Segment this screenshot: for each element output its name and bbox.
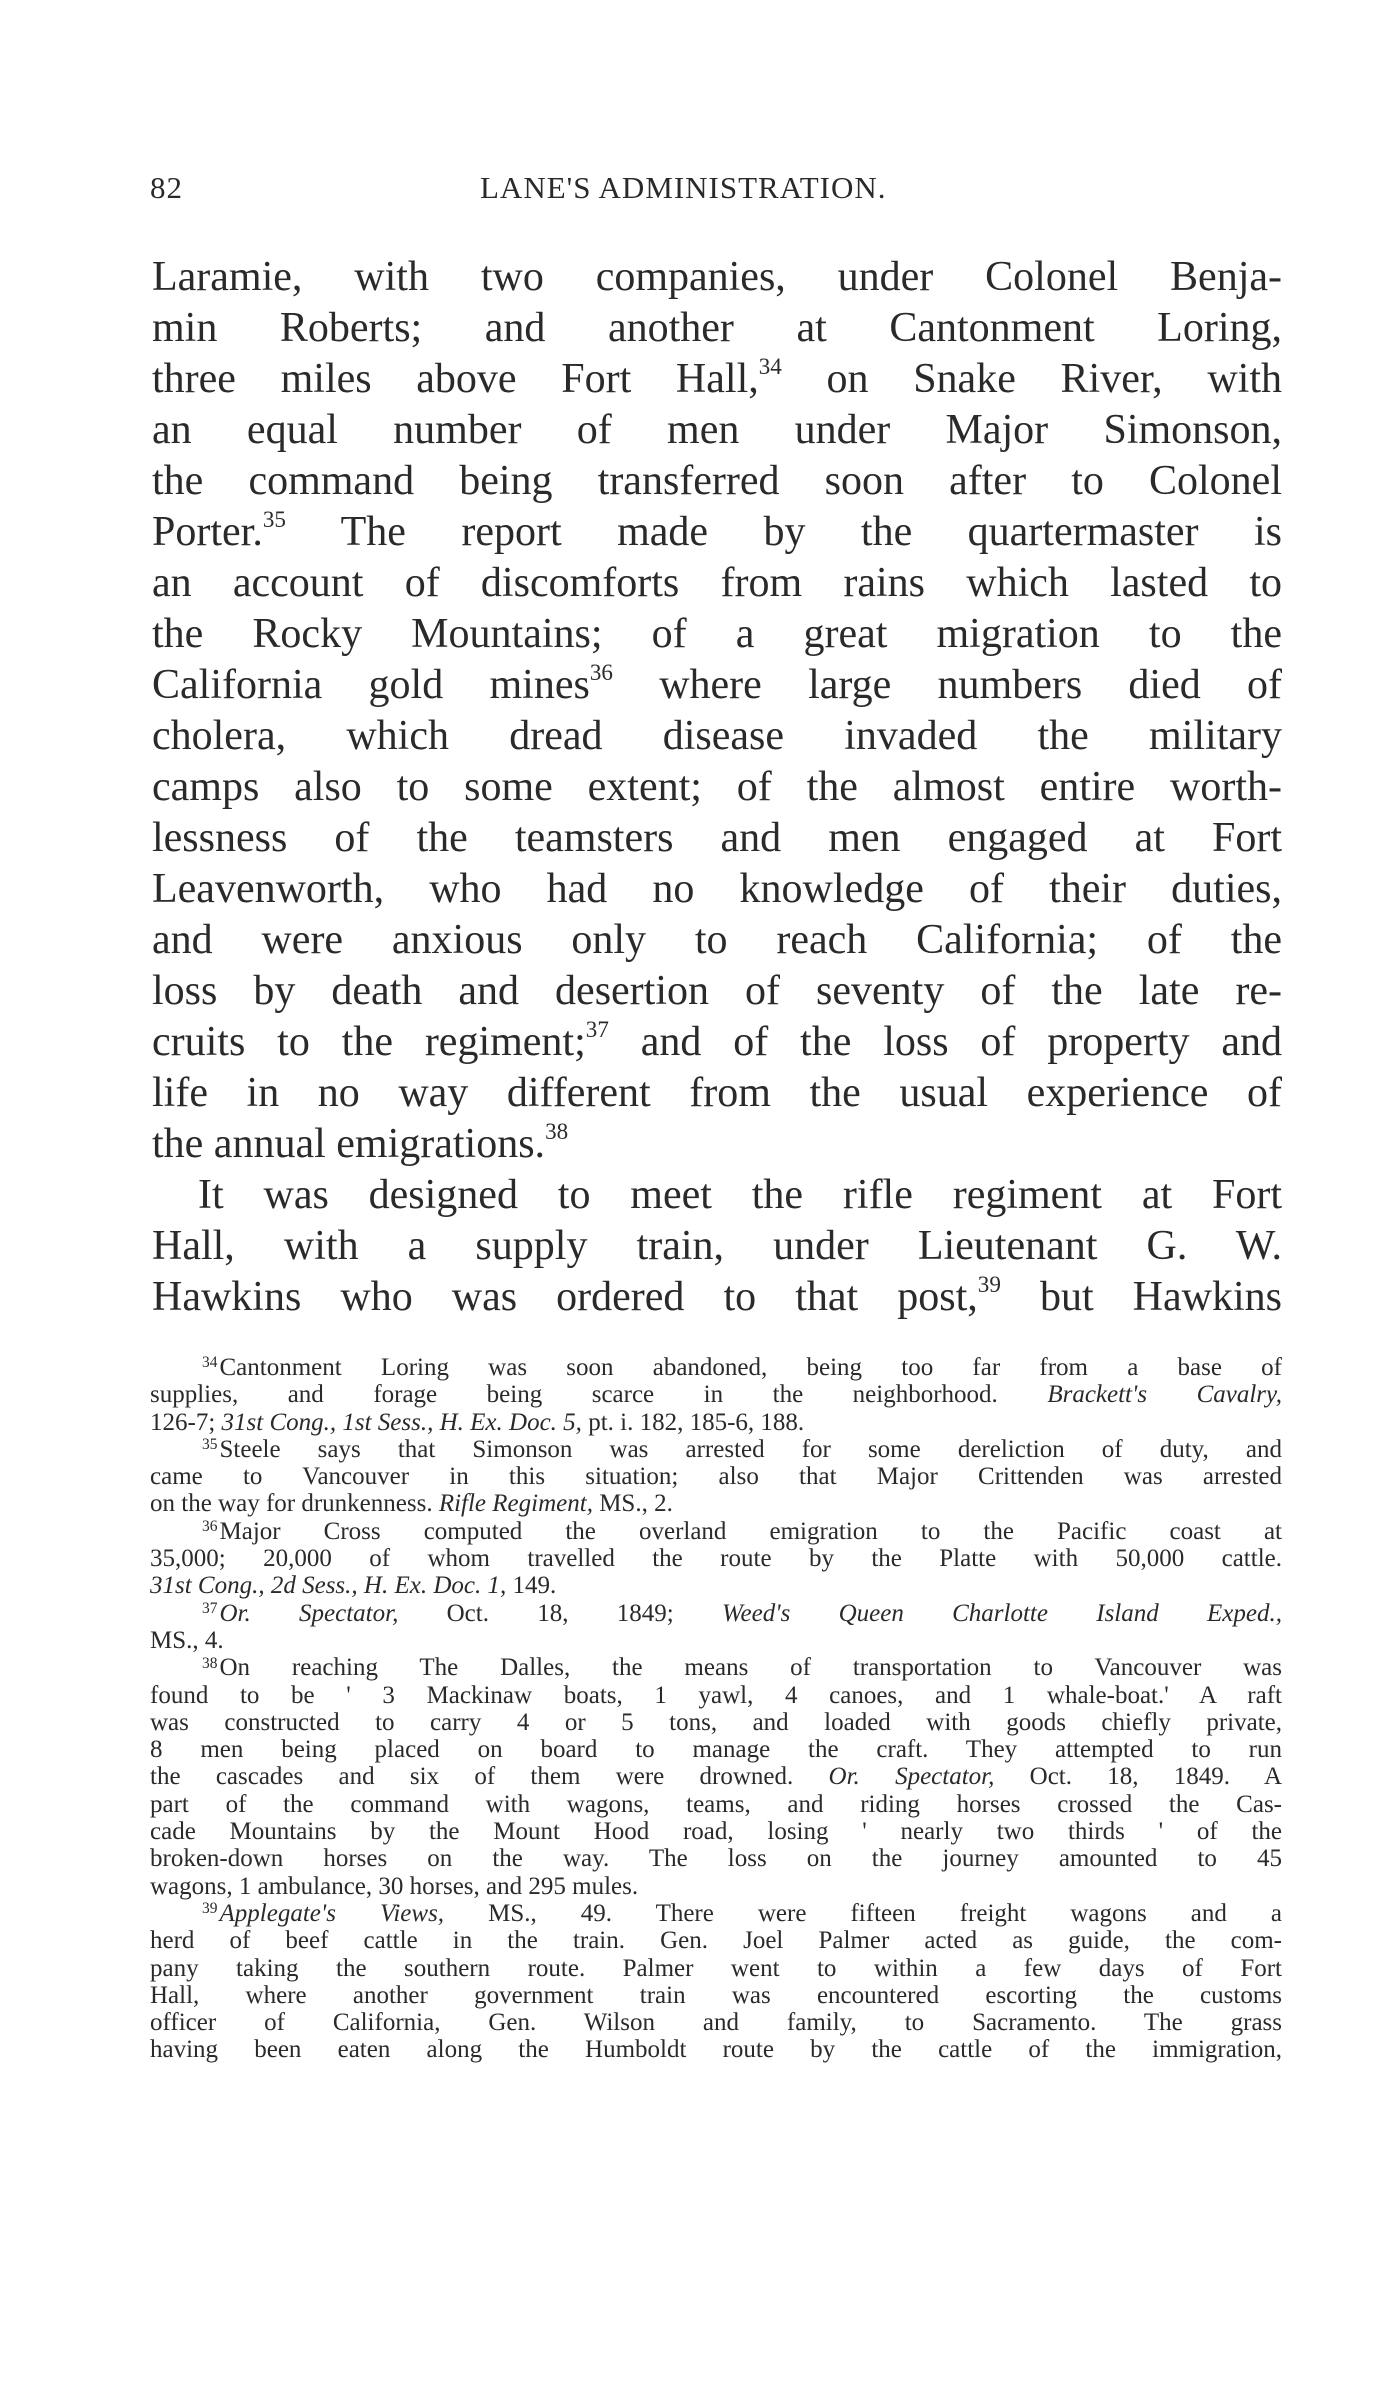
footnote-ref: 34 bbox=[758, 354, 782, 379]
footnote-line: Hall, where another government train was encountered escorting the customs bbox=[150, 1981, 1282, 2009]
footnote-line: 126-7; 31st Cong., 1st Sess., H. Ex. Doc. 5, pt. i. 182, 185-6, 188. bbox=[150, 1408, 805, 1436]
body-line: loss by death and desertion of seventy of the late re- bbox=[152, 968, 1282, 1014]
body-line: Porter.$^{35}$ The report made by the quartermaster is bbox=[152, 507, 1282, 555]
body-line: the annual emigrations.$^{38}$ bbox=[152, 1117, 569, 1167]
body-line: three miles above Fort Hall,$^{34}$ on Snake River, with bbox=[152, 354, 1282, 402]
footnote-line: 8 men being placed on board to manage the craft. They attempted to run bbox=[150, 1736, 1282, 1764]
body-text bbox=[152, 252, 1282, 1323]
footnote-line: having been eaten along the Humboldt route by the cattle of the immigration, bbox=[150, 2036, 1282, 2064]
footnote-39: $^{39}$Applegate's Views, MS., 49. There were fifteen freight wagons and a bbox=[202, 1899, 1282, 1927]
footnote-38: $^{38}$On reaching The Dalles, the means of transportation to Vancouver was bbox=[202, 1654, 1282, 1682]
footnote-ref: 38 bbox=[545, 1117, 569, 1144]
footnote-line: 35,000; 20,000 of whom travelled the route by the Platte with 50,000 cattle. bbox=[150, 1545, 1282, 1573]
footnote-ref: 37 bbox=[585, 1017, 609, 1042]
footnote-line: MS., 4. bbox=[150, 1626, 224, 1654]
body-line: camps also to some extent; of the almost entire worth- bbox=[152, 764, 1282, 810]
running-head: LANE'S ADMINISTRATION. bbox=[480, 170, 887, 205]
footnote-line: was constructed to carry 4 or 5 tons, and loaded with goods chiefly private, bbox=[150, 1708, 1282, 1736]
footnote-line: herd of beef cattle in the train. Gen. Joel Palmer acted as guide, the com- bbox=[150, 1927, 1282, 1955]
page-number: 82 bbox=[150, 170, 183, 205]
footnote-line: wagons, 1 ambulance, 30 horses, and 295 mules. bbox=[150, 1872, 639, 1900]
footnote-line: pany taking the southern route. Palmer went to within a few days of Fort bbox=[150, 1954, 1282, 1982]
footnote-line: officer of California, Gen. Wilson and family, to Sacramento. The grass bbox=[150, 2009, 1282, 2037]
footnote-line: supplies, and forage being scarce in the neighborhood. Brackett's Cavalry, bbox=[150, 1381, 1282, 1409]
footnote-35: $^{35}$Steele says that Simonson was arrested for some dereliction of duty, and bbox=[202, 1435, 1282, 1463]
footnote-34: $^{34}$Cantonment Loring was soon abandoned, being too far from a base of bbox=[202, 1354, 1282, 1381]
body-line: an account of discomforts from rains which lasted to bbox=[152, 560, 1282, 606]
footnote-line: found to be ' 3 Mackinaw boats, 1 yawl, 4 canoes, and 1 whale-boat.' A raft bbox=[150, 1681, 1282, 1709]
body-line: life in no way different from the usual experience of bbox=[152, 1070, 1282, 1116]
footnote-line: on the way for drunkenness. Rifle Regiment, MS., 2. bbox=[150, 1490, 673, 1518]
footnotes bbox=[150, 1354, 1282, 2064]
footnote-line: came to Vancouver in this situation; also that Major Crittenden was arrested bbox=[150, 1463, 1282, 1491]
body-line: It was designed to meet the rifle regiment at Fort bbox=[198, 1172, 1282, 1218]
body-line: California gold mines$^{36}$ where large numbers died of bbox=[152, 660, 1282, 708]
body-line: cruits to the regiment;$^{37}$ and of the loss of property and bbox=[152, 1017, 1282, 1065]
body-line: the command being transferred soon after to Colonel bbox=[152, 458, 1282, 504]
footnote-37: $^{37}$Or. Spectator, Oct. 18, 1849; Weed's Queen Charlotte Island Exped., bbox=[202, 1599, 1282, 1627]
footnote-line: broken-down horses on the way. The loss on the journey amounted to 45 bbox=[150, 1845, 1282, 1873]
body-line: the Rocky Mountains; of a great migration to the bbox=[152, 611, 1282, 657]
footnote-ref: 36 bbox=[589, 660, 613, 685]
footnote-ref: 39 bbox=[977, 1272, 1001, 1297]
footnote-ref: 35 bbox=[262, 507, 286, 532]
footnote-36: $^{36}$Major Cross computed the overland emigration to the Pacific coast at bbox=[202, 1517, 1282, 1545]
body-line: Hawkins who was ordered to that post,$^{39}$ but Hawkins bbox=[152, 1272, 1282, 1320]
body-line: Hall, with a supply train, under Lieutenant G. W. bbox=[152, 1223, 1282, 1269]
page-header bbox=[150, 170, 1280, 210]
body-line: Leavenworth, who had no knowledge of their duties, bbox=[152, 866, 1282, 912]
footnote-line: 31st Cong., 2d Sess., H. Ex. Doc. 1, 149. bbox=[150, 1572, 557, 1600]
footnote-line: the cascades and six of them were drowned. Or. Spectator, Oct. 18, 1849. A bbox=[150, 1763, 1282, 1791]
body-line: Laramie, with two companies, under Colonel Benja- bbox=[152, 254, 1282, 300]
body-line: min Roberts; and another at Cantonment Loring, bbox=[152, 305, 1282, 351]
footnote-line: cade Mountains by the Mount Hood road, losing ' nearly two thirds ' of the bbox=[150, 1818, 1282, 1846]
body-line: and were anxious only to reach California; of the bbox=[152, 917, 1282, 963]
footnote-line: part of the command with wagons, teams, and riding horses crossed the Cas- bbox=[150, 1790, 1282, 1818]
body-line: cholera, which dread disease invaded the military bbox=[152, 713, 1282, 759]
body-line: lessness of the teamsters and men engaged at Fort bbox=[152, 815, 1282, 861]
body-line: an equal number of men under Major Simonson, bbox=[152, 407, 1282, 453]
